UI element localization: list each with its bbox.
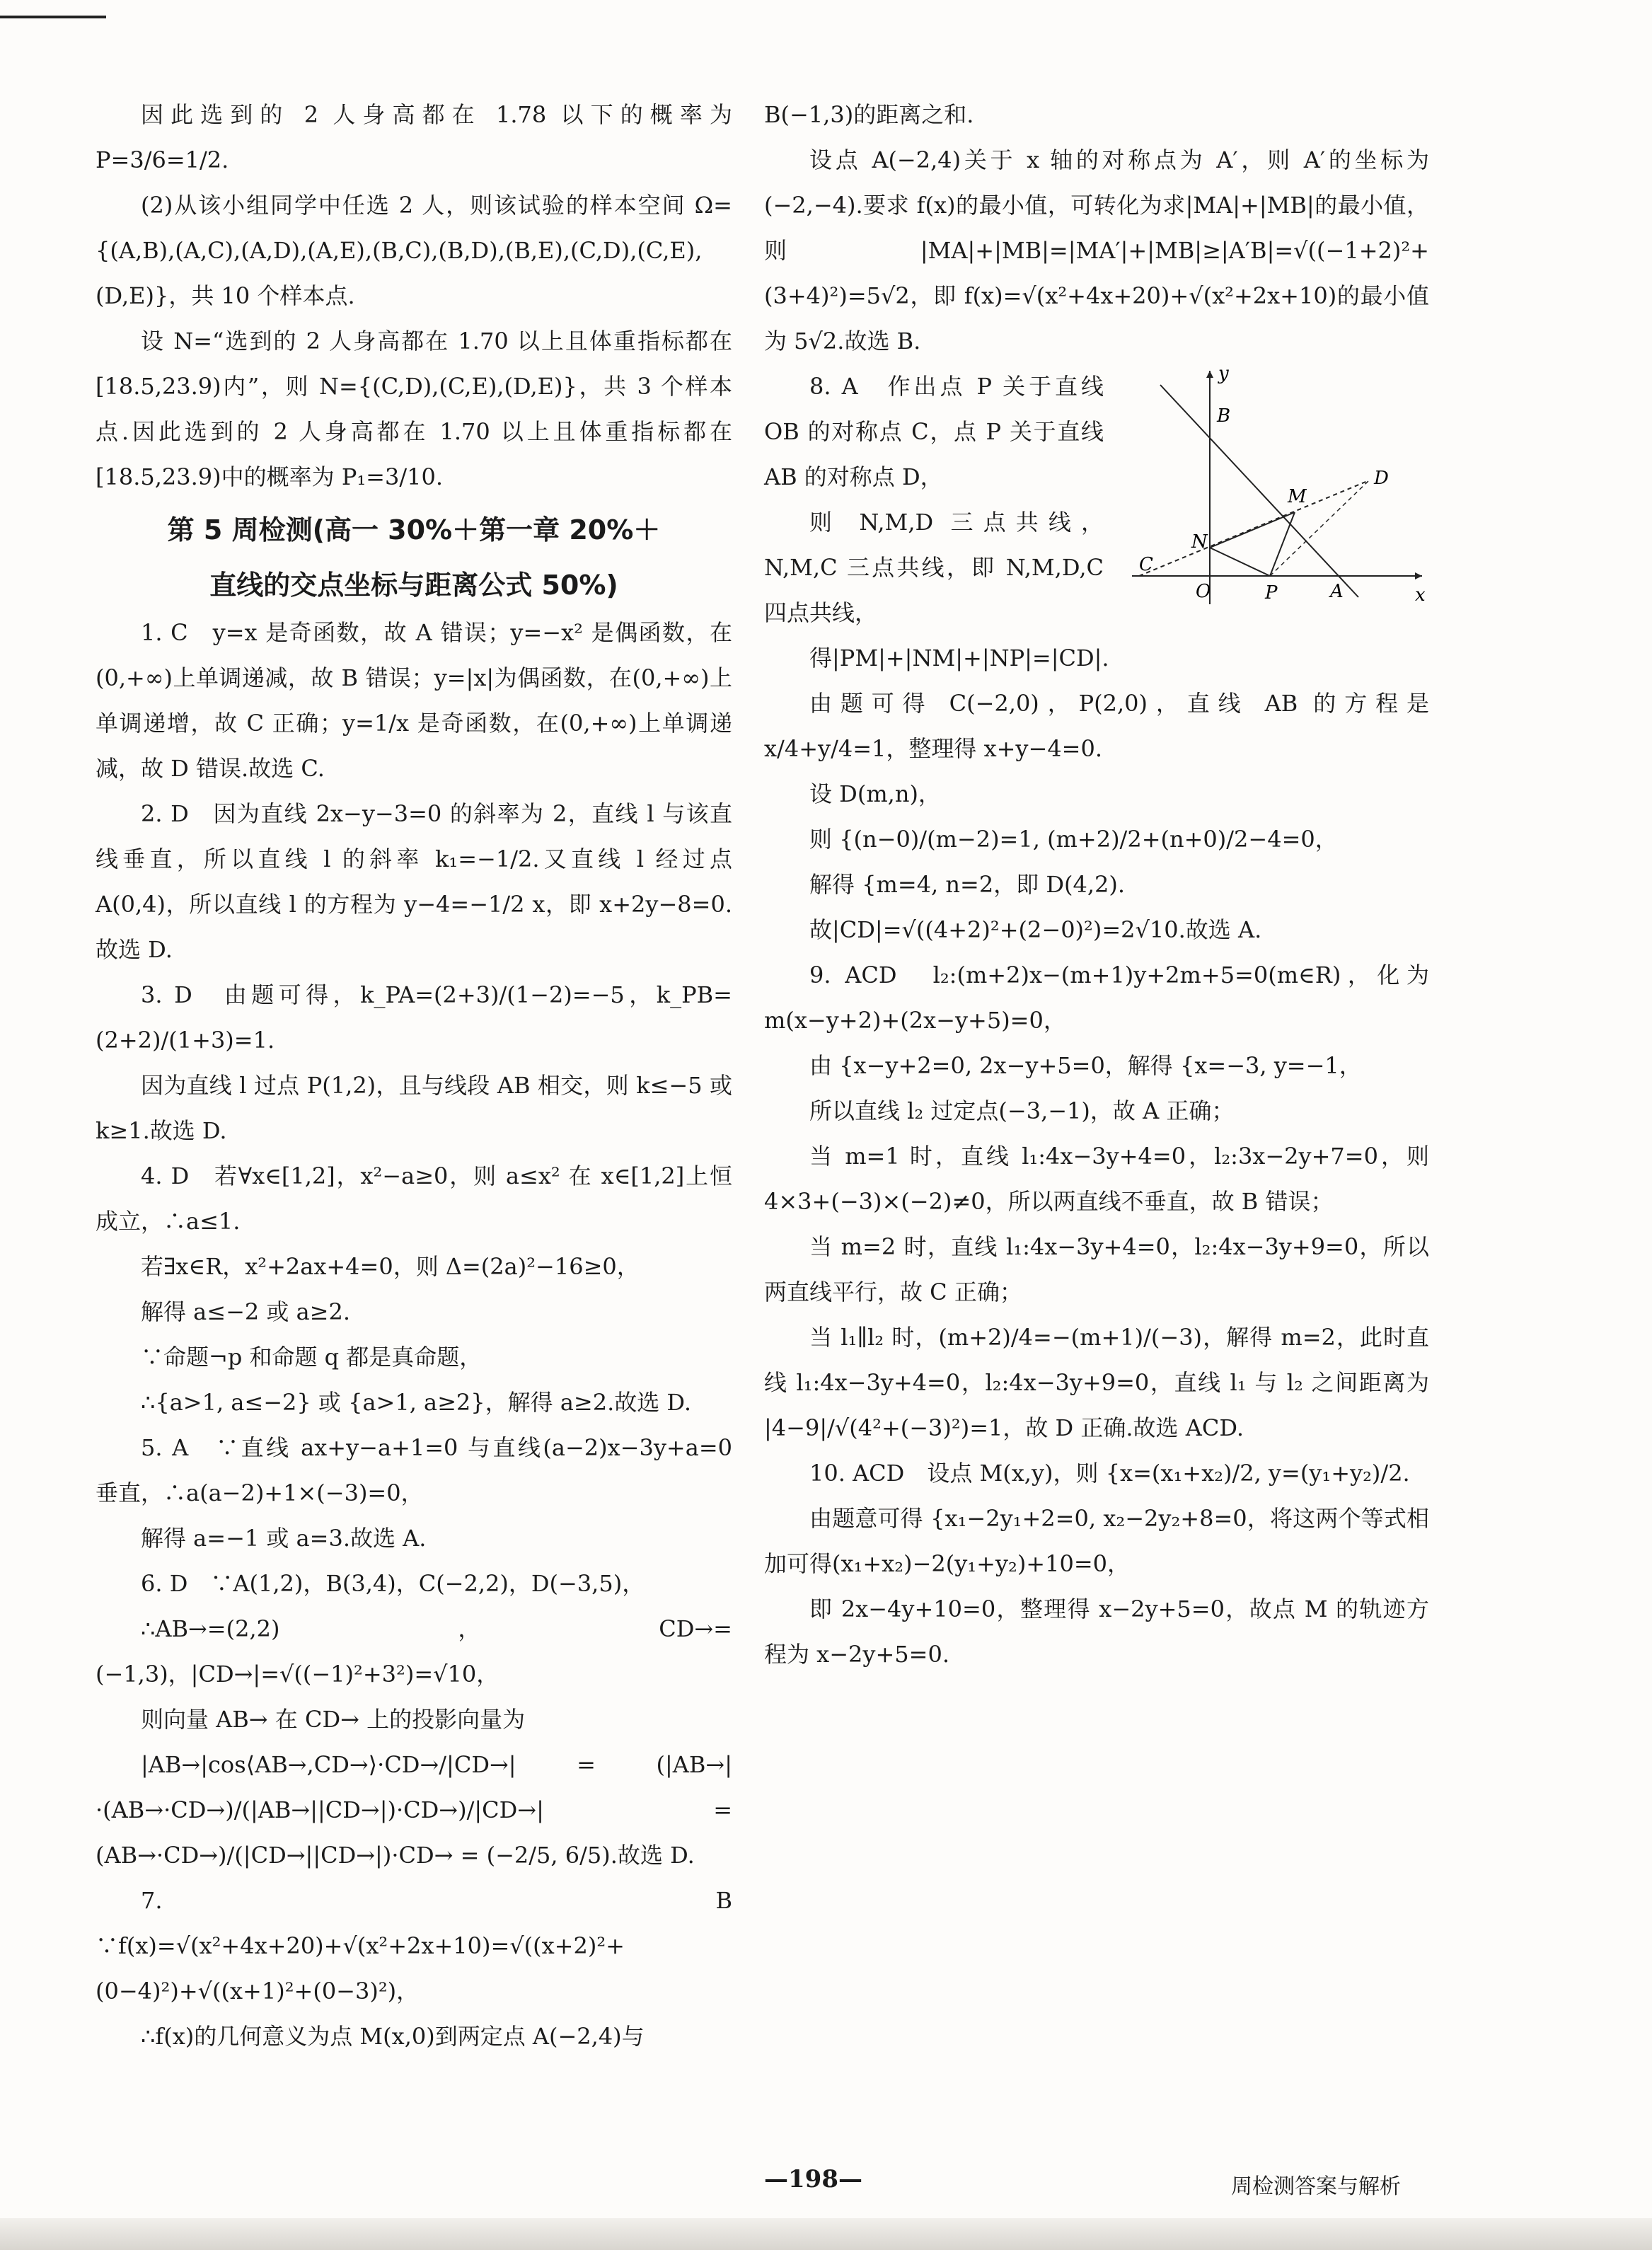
answer-8-cont: 解得 {m=4, n=2，即 D(4,2). [809, 871, 1126, 898]
answer-5-cont: 解得 a=−1 或 a=3.故选 A. [141, 1525, 427, 1552]
segment-pd [1270, 480, 1369, 576]
x-axis-arrow [1415, 572, 1422, 579]
answer-4: 4. D 若∀x∈[1,2]，x²−a≥0，则 a≤x² 在 x∈[1,2]上恒成立，∴a≤1. [96, 1162, 732, 1235]
answer-1: 1. C y=x 是奇函数，故 A 错误；y=−x² 是偶函数，在(0,+∞)上单调递减，故 B 错误；y=|x|为偶函数，在(0,+∞)上单调递增，故 C 正确；y=1/x 是奇函数，在(0,+∞)上单调递减，故 D 错误.故选 C. [96, 619, 732, 782]
answer-7-cont: 设点 A(−2,4)关于 x 轴的对称点为 A′，则 A′的坐标为(−2,−4).要求 f(x)的最小值，可转化为求|MA|+|MB|的最小值，则|MA|+|MB|=|MA′|+|MB|≥|A′B|=√((−1+2)²+(3+4)²)=5√2，即 f(x)=√(x²+4x+20)+√(x²+2x+10)的最小值为 5√2.故选 B. [764, 146, 1429, 354]
answer-2: 2. D 因为直线 2x−y−3=0 的斜率为 2，直线 l 与该直线垂直，所以直线 l 的斜率 k₁=−1/2.又直线 l 经过点 A(0,4)，所以直线 l 的方程为 y−4=−1/2 x，即 x+2y−8=0.故选 D. [96, 800, 732, 963]
answer-4-cont: 若∃x∈R，x²+2ax+4=0，则 Δ=(2a)²−16≥0， [141, 1253, 640, 1280]
section-title-line1: 第 5 周检测(高一 30%＋第一章 20%＋ [167, 514, 661, 546]
answer-5: 5. A ∵直线 ax+y−a+1=0 与直线(a−2)x−3y+a=0 垂直，∴a(a−2)+1×(−3)=0， [96, 1434, 732, 1506]
answer-8-cont: 设 D(m,n)， [809, 780, 941, 807]
answer-9: 9. ACD l₂:(m+2)x−(m+1)y+2m+5=0(m∈R)，化为 m(x−y+2)+(2x−y+5)=0， [764, 962, 1429, 1034]
right-column [764, 92, 1429, 1677]
answer-10-cont: 即 2x−4y+10=0，整理得 x−2y+5=0，故点 M 的轨迹方程为 x−2y+5=0. [764, 1596, 1429, 1668]
label-a: A [1330, 581, 1344, 602]
answer-4-cont: 解得 a≤−2 或 a≥2. [141, 1298, 351, 1325]
line-cd [1139, 480, 1369, 576]
segment-nm [1210, 512, 1295, 548]
answer-10-cont: 由题意可得 {x₁−2y₁+2=0, x₂−2y₂+8=0，将这两个等式相加可得(x₁+x₂)−2(y₁+y₂)+10=0， [764, 1505, 1429, 1577]
answer-8: 8. A 作出点 P 关于直线 OB 的对称点 C，点 P 关于直线 AB 的对称点 D， [764, 373, 1104, 490]
label-n: N [1191, 531, 1208, 553]
page-number: —198— [764, 2165, 862, 2193]
answer-9-cont: 所以直线 l₂ 过定点(−3,−1)，故 A 正确； [809, 1097, 1235, 1124]
scan-edge [0, 2218, 1652, 2250]
answer-8-cont: 则 N,M,D 三点共线，N,M,C 三点共线，即 N,M,D,C 四点共线， [764, 509, 1104, 626]
answer-8-cont: 得|PM|+|NM|+|NP|=|CD|. [809, 645, 1109, 671]
text-line: 因此选到的 2 人身高都在 1.78 以下的概率为 P=3/6=1/2. [96, 101, 732, 173]
segment-pm [1270, 512, 1295, 576]
answer-8-cont: 故|CD|=√((4+2)²+(2−0)²)=2√10.故选 A. [809, 916, 1262, 943]
answer-6-cont: 则向量 AB→ 在 CD→ 上的投影向量为 [141, 1706, 526, 1733]
y-axis-arrow [1206, 371, 1213, 378]
label-b: B [1217, 405, 1231, 427]
footer-section-title: 周检测答案与解析 [1231, 2174, 1401, 2199]
geometry-figure [1118, 364, 1429, 618]
answer-6: 6. D ∵A(1,2)，B(3,4)，C(−2,2)，D(−3,5)， [141, 1570, 645, 1597]
answer-3: 3. D 由题可得，k_PA=(2+3)/(1−2)=−5，k_PB=(2+2)/(1+3)=1. [96, 981, 732, 1054]
answer-8-cont: 则 {(n−0)/(m−2)=1, (m+2)/2+(n+0)/2−4=0， [809, 826, 1338, 853]
label-x: x [1415, 584, 1426, 606]
line-ab [1160, 385, 1358, 597]
answer-7: 7. B ∵f(x)=√(x²+4x+20)+√(x²+2x+10)=√((x+2)²+(0−4)²)+√((x+1)²+(0−3)²)， [96, 1887, 756, 2004]
label-m: M [1288, 486, 1307, 507]
label-c: C [1139, 554, 1153, 575]
answer-9-cont: 当 m=2 时，直线 l₁:4x−3y+4=0，l₂:4x−3y+9=0，所以两直线平行，故 C 正确； [764, 1233, 1429, 1305]
label-d: D [1374, 468, 1389, 489]
answer-9-cont: 由 {x−y+2=0, 2x−y+5=0，解得 {x=−3, y=−1， [809, 1052, 1362, 1079]
left-column [96, 92, 756, 2059]
text-line: 设 N=“选到的 2 人身高都在 1.70 以上且体重指标都在[18.5,23.9)内”，则 N={(C,D),(C,E),(D,E)}，共 3 个样本点.因此选到的 2 人身高都在 1.70 以上且体重指标都在[18.5,23.9)中的概率为 P₁=3/10. [96, 328, 732, 490]
segment-np [1210, 548, 1270, 576]
answer-3-cont: 因为直线 l 过点 P(1,2)，且与线段 AB 相交，则 k≤−5 或 k≥1.故选 D. [96, 1072, 732, 1144]
answer-6-cont: ∴AB→=(2,2)，CD→=(−1,3)，|CD→|=√((−1)²+3²)=√10， [96, 1615, 732, 1688]
answer-4-cont: ∵命题¬p 和命题 q 都是真命题， [141, 1344, 483, 1371]
label-p: P [1265, 582, 1278, 604]
section-title-line2: 直线的交点坐标与距离公式 50%) [209, 570, 618, 601]
answer-8-cont: 由题可得 C(−2,0)，P(2,0)，直线 AB 的方程是 x/4+y/4=1，整理得 x+y−4=0. [764, 690, 1429, 762]
text-line: (2)从该小组同学中任选 2 人，则该试验的样本空间 Ω={(A,B),(A,C),(A,D),(A,E),(B,C),(B,D),(B,E),(C,D),(C,E),(D,E)}，共 10 个样本点. [96, 192, 732, 309]
answer-7-cont: ∴f(x)的几何意义为点 M(x,0)到两定点 A(−2,4)与 [141, 2023, 645, 2050]
answer-4-cont: ∴{a>1, a≤−2} 或 {a>1, a≥2}，解得 a≥2.故选 D. [141, 1389, 692, 1416]
label-y: y [1218, 364, 1229, 384]
answer-6-cont: |AB→|cos⟨AB→,CD→⟩·CD→/|CD→| = (|AB→|·(AB→·CD→)/(|AB→||CD→|)·CD→)/|CD→| = (AB→·CD→)/(|CD→||CD→|)·CD→ = (−2/5, 6/5).故选 D. [96, 1751, 732, 1869]
label-o: O [1196, 581, 1211, 602]
answer-9-cont: 当 m=1 时，直线 l₁:4x−3y+4=0，l₂:3x−2y+7=0，则 4×3+(−3)×(−2)≠0，所以两直线不垂直，故 B 错误； [764, 1143, 1429, 1215]
top-rule [0, 16, 106, 18]
answer-9-cont: 当 l₁∥l₂ 时，(m+2)/4=−(m+1)/(−3)，解得 m=2，此时直线 l₁:4x−3y+4=0，l₂:4x−3y+9=0，直线 l₁ 与 l₂ 之间距离为 |4−9|/√(4²+(−3)²)=1，故 D 正确.故选 ACD. [764, 1324, 1429, 1441]
answer-7-cont: B(−1,3)的距离之和. [764, 101, 974, 128]
answer-10: 10. ACD 设点 M(x,y)，则 {x=(x₁+x₂)/2, y=(y₁+y₂)/2. [809, 1460, 1410, 1487]
